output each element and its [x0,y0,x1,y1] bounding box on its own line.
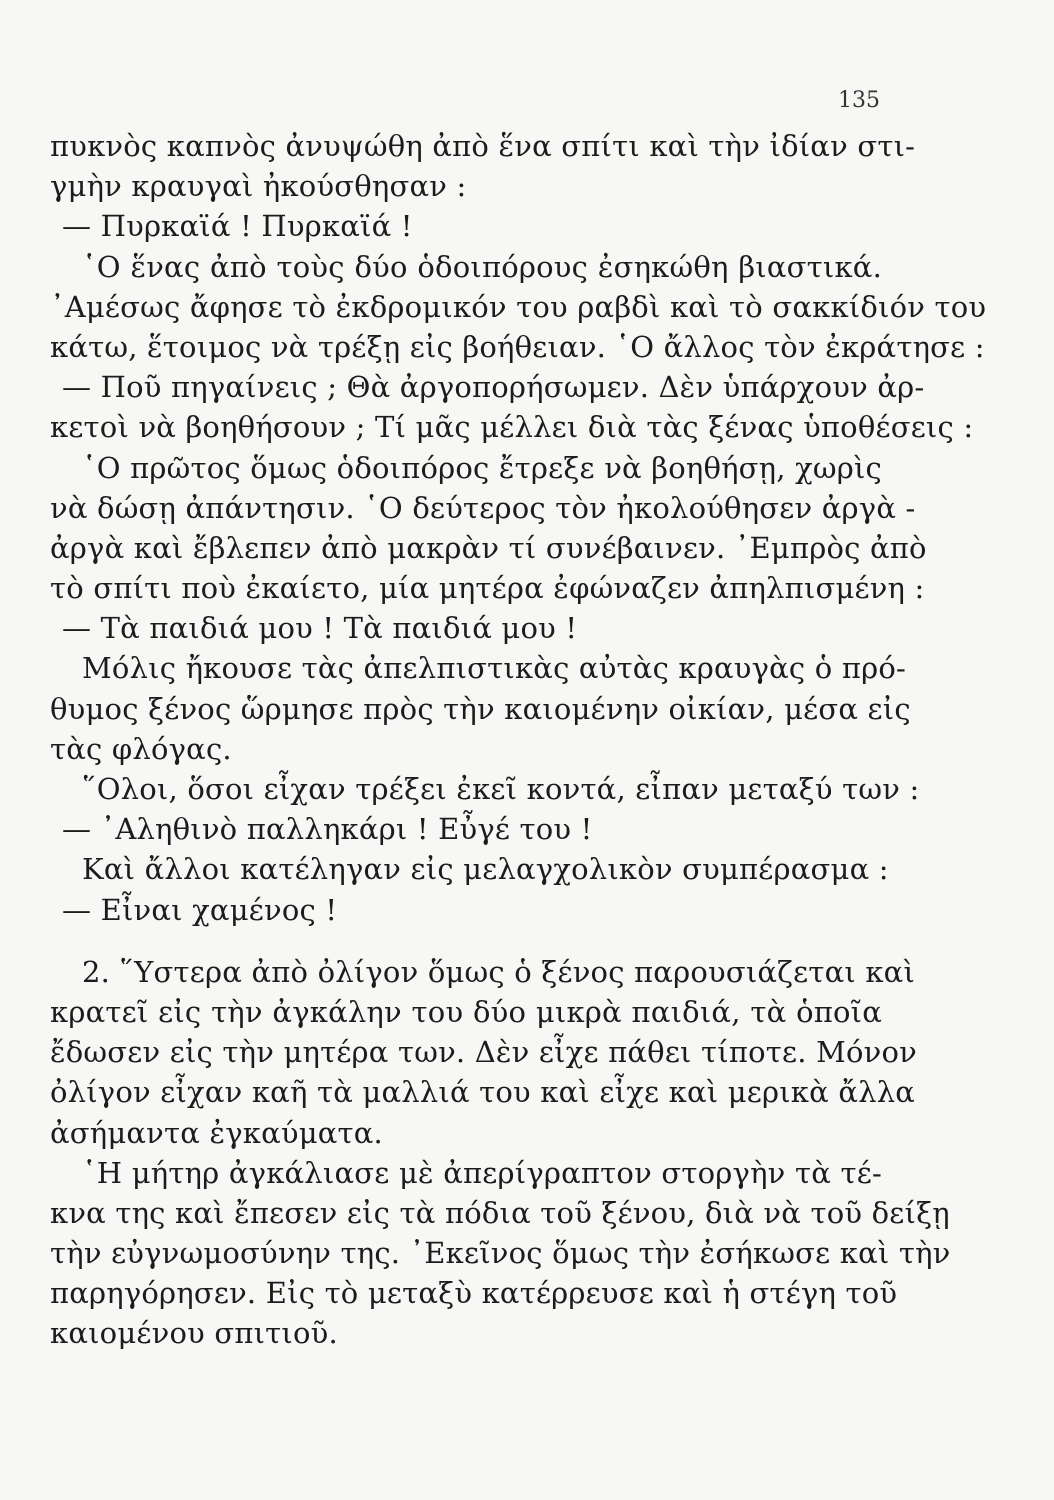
text-line: ῾Ο ἕνας ἀπὸ τοὺς δύο ὁδοιπόρους ἐσηκώθη βιαστικά. [82,249,882,284]
page-number: 135 [838,88,880,113]
text-line: — Πυρκαϊά ! Πυρκαϊά ! [62,209,413,244]
text-line: — Τὰ παιδιά μου ! Τὰ παιδιά μου ! [62,611,578,646]
text-line: ῾Ο πρῶτος ὅμως ὁδοιπόρος ἔτρεξε νὰ βοηθήσῃ, χωρὶς [82,450,882,485]
text-line: ὀλίγον εἶχαν καῆ τὰ μαλλιά του καὶ εἶχε καὶ μερικὰ ἄλλα [50,1075,916,1110]
text-line: νὰ δώσῃ ἀπάντησιν. ῾Ο δεύτερος τὸν ἠκολούθησεν ἀργὰ - [50,490,916,525]
text-line: θυμος ξένος ὥρμησε πρὸς τὴν καιομένην οἰκίαν, μέσα εἰς [50,691,911,726]
text-line: Καὶ ἄλλοι κατέληγαν εἰς μελαγχολικὸν συμπέρασμα : [82,852,889,887]
text-line: Μόλις ἤκουσε τὰς ἀπελπιστικὰς αὐτὰς κραυγὰς ὁ πρό- [82,651,907,686]
text-line: — ᾿Αληθινὸ παλληκάρι ! Εὖγέ του ! [62,812,593,847]
text-line: ἀσήμαντα ἐγκαύματα. [50,1115,383,1150]
text-line: κνα της καὶ ἔπεσεν εἰς τὰ πόδια τοῦ ξένου, διὰ νὰ τοῦ δείξῃ [50,1195,950,1230]
text-line: κρατεῖ εἰς τὴν ἀγκάλην του δύο μικρὰ παιδιά, τὰ ὁποῖα [50,994,882,1029]
text-line: γμὴν κραυγαὶ ἠκούσθησαν : [50,169,467,204]
text-line: 2. ῞Υστερα ἀπὸ ὀλίγον ὅμως ὁ ξένος παρουσιάζεται καὶ [82,954,916,989]
text-line: καιομένου σπιτιοῦ. [50,1316,338,1351]
text-line: ἔδωσεν εἰς τὴν μητέρα των. Δὲν εἶχε πάθει τίποτε. Μόνον [50,1035,917,1070]
text-line: ῞Ολοι, ὅσοι εἶχαν τρέξει ἐκεῖ κοντά, εἶπαν μεταξύ των : [82,772,920,806]
text-line: ᾿Αμέσως ἄφησε τὸ ἐκδρομικόν του ραβδὶ καὶ τὸ σακκίδιόν του [50,289,987,324]
text-line: τὰς φλόγας. [50,731,232,766]
text-line: — Εἶναι χαμένος ! [62,892,338,927]
text-line: κάτω, ἕτοιμος νὰ τρέξῃ εἰς βοήθειαν. ῾Ο ἄλλος τὸν ἐκράτησε : [50,329,985,364]
text-line: τὴν εὐγνωμοσύνην της. ᾿Εκεῖνος ὅμως τὴν ἐσήκωσε καὶ τὴν [50,1236,951,1271]
text-line: — Ποῦ πηγαίνεις ; Θὰ ἀργοπορήσωμεν. Δὲν ὑπάρχουν ἀρ- [62,370,925,405]
text-line: τὸ σπίτι ποὺ ἐκαίετο, μία μητέρα ἐφώναζεν ἀπηλπισμένη : [50,571,925,606]
text-line: πυκνὸς καπνὸς ἀνυψώθη ἀπὸ ἕνα σπίτι καὶ τὴν ἰδίαν στι- [50,129,916,163]
body-text [50,126,987,1354]
text-line: παρηγόρησεν. Εἰς τὸ μεταξὺ κατέρρευσε καὶ ἡ στέγη τοῦ [50,1276,898,1311]
text-line: ῾Η μήτηρ ἀγκάλιασε μὲ ἀπερίγραπτον στοργὴν τὰ τέ- [82,1155,882,1190]
text-line: κετοὶ νὰ βοηθήσουν ; Τί μᾶς μέλλει διὰ τὰς ξένας ὑποθέσεις : [50,410,974,445]
section-gap [50,930,882,952]
text-line: ἀργὰ καὶ ἔβλεπεν ἀπὸ μακρὰν τί συνέβαινεν. ᾿Εμπρὸς ἀπὸ [50,530,927,565]
